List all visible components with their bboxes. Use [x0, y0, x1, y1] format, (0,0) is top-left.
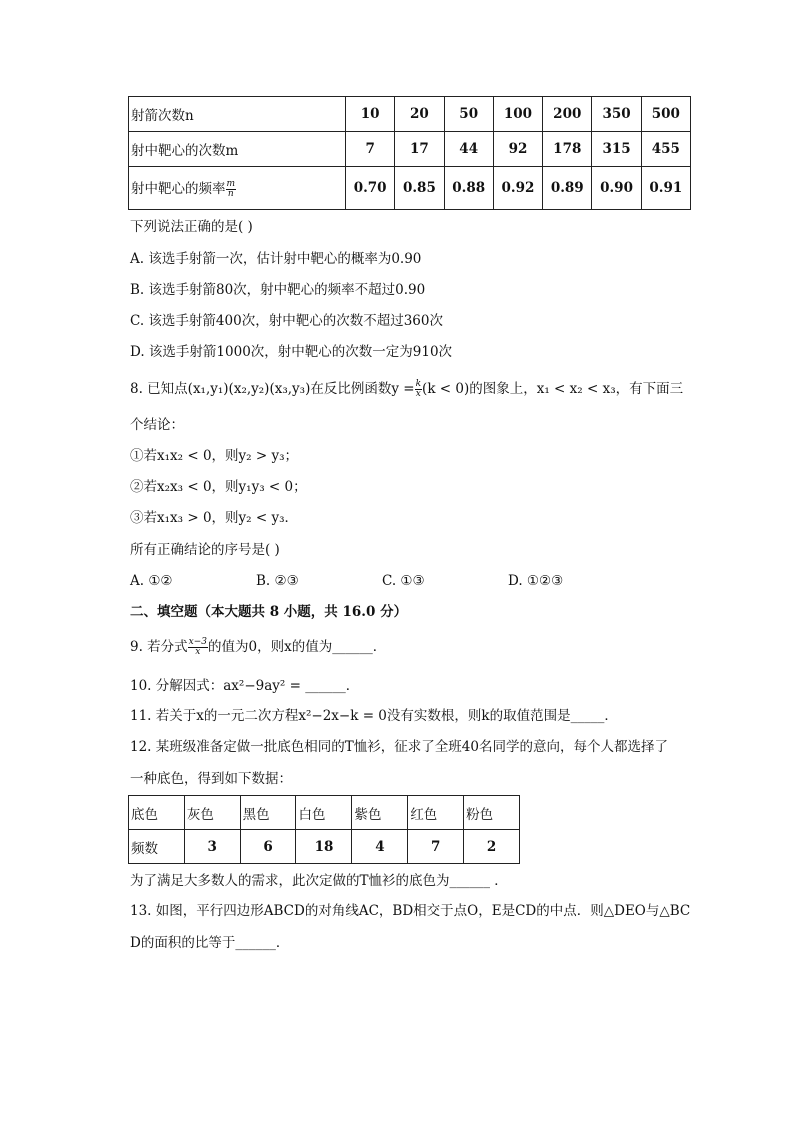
table-cell: 4 — [352, 830, 408, 864]
q7-option-a: A. 该选手射箭一次，估计射中靶心的概率为0.90 — [130, 251, 422, 267]
q12-line1: 12. 某班级准备定做一批底色相同的T恤衫，征求了全班40名同学的意向，每个人都选择了 — [130, 739, 668, 755]
q7-option-d: D. 该选手射箭1000次，射中靶心的次数一定为910次 — [130, 344, 453, 360]
table-cell: 0.88 — [444, 167, 493, 210]
fraction-numerator: x−3 — [188, 637, 208, 647]
table-cell: 0.91 — [641, 167, 690, 210]
table-header: 白色 — [296, 796, 352, 830]
table-cell: 350 — [592, 97, 641, 132]
q8-option-a: A. ①② — [130, 573, 173, 589]
q13-line1: 13. 如图，平行四边形ABCD的对角线AC，BD相交于点O，E是CD的中点．则△DEO与△BC — [130, 903, 691, 919]
table-cell: 500 — [641, 97, 690, 132]
table-header: 黑色 — [240, 796, 296, 830]
table-cell: 17 — [395, 132, 444, 167]
q8-conclusion-3: ③若x₁x₃ > 0，则y₂ < y₃． — [130, 510, 299, 526]
table-cell: 3 — [184, 830, 240, 864]
q9-text-a: 9. 若分式 — [130, 639, 188, 655]
q7-stem: 下列说法正确的是( ) — [130, 219, 253, 235]
fraction-numerator: m — [226, 179, 236, 189]
table-cell: 0.90 — [592, 167, 641, 210]
q8-line2: 个结论： — [130, 417, 184, 433]
q10: 10. 分解因式：ax²−9ay² = ______． — [130, 678, 360, 694]
archery-table — [128, 96, 691, 210]
fraction-denominator: n — [227, 189, 234, 199]
row-label: 射箭次数n — [129, 97, 346, 132]
table-row — [129, 830, 520, 864]
q12-after: 为了满足大多数人的需求，此次定做的T恤衫的底色为______ ． — [130, 873, 508, 889]
table-cell: 7 — [346, 132, 395, 167]
table-row — [129, 167, 691, 210]
q8-text-b: (k < 0)的图象上，x₁ < x₂ < x₃，有下面三 — [422, 381, 684, 397]
table-cell: 200 — [543, 97, 592, 132]
table-cell: 0.85 — [395, 167, 444, 210]
table-row — [129, 97, 691, 132]
row-label: 射中靶心的次数m — [129, 132, 346, 167]
table-header: 灰色 — [184, 796, 240, 830]
table-cell: 20 — [395, 97, 444, 132]
table-cell: 44 — [444, 132, 493, 167]
table-cell: 315 — [592, 132, 641, 167]
row-label-text: 射中靶心的频率 — [131, 181, 226, 197]
table-cell: 7 — [408, 830, 464, 864]
table-cell: 0.89 — [543, 167, 592, 210]
fraction — [226, 180, 237, 199]
row-label — [129, 167, 346, 210]
table-cell: 92 — [493, 132, 542, 167]
table-header: 底色 — [129, 796, 185, 830]
table-cell: 10 — [346, 97, 395, 132]
row-label: 频数 — [129, 830, 185, 864]
table-cell: 100 — [493, 97, 542, 132]
table-row — [129, 796, 520, 830]
q8-conclusion-2: ②若x₂x₃ < 0，则y₁y₃ < 0； — [130, 479, 307, 495]
q8-text-a: 8. 已知点(x₁,y₁)(x₂,y₂)(x₃,y₃)在反比例函数y = — [130, 381, 415, 397]
table-row — [129, 132, 691, 167]
q8-option-c: C. ①③ — [382, 573, 425, 589]
q8-conclusion-1: ①若x₁x₂ < 0，则y₂ > y₃； — [130, 448, 299, 464]
table-cell: 18 — [296, 830, 352, 864]
table-header: 紫色 — [352, 796, 408, 830]
table-cell: 178 — [543, 132, 592, 167]
table-cell: 0.70 — [346, 167, 395, 210]
table-cell: 455 — [641, 132, 690, 167]
table-cell: 6 — [240, 830, 296, 864]
q7-option-b: B. 该选手射箭80次，射中靶心的频率不超过0.90 — [130, 282, 426, 298]
q8-options — [130, 572, 563, 590]
q13-line2: D的面积的比等于______． — [130, 935, 290, 951]
color-table — [128, 795, 520, 864]
q8-option-d: D. ①②③ — [508, 573, 564, 589]
q8-stem: 所有正确结论的序号是( ) — [130, 542, 280, 558]
q8-line1 — [130, 380, 683, 399]
fraction-denominator: x — [415, 389, 421, 399]
fraction-denominator: x — [195, 647, 201, 657]
fraction — [415, 380, 422, 399]
table-header: 红色 — [408, 796, 464, 830]
table-cell: 0.92 — [493, 167, 542, 210]
q8-option-b: B. ②③ — [256, 573, 299, 589]
q12-line2: 一种底色，得到如下数据： — [130, 771, 292, 787]
table-cell: 2 — [464, 830, 520, 864]
q7-option-c: C. 该选手射箭400次，射中靶心的次数不超过360次 — [130, 313, 443, 329]
fraction — [188, 638, 208, 657]
q11: 11. 若关于x的一元二次方程x²−2x−k = 0没有实数根，则k的取值范围是_____． — [130, 708, 618, 724]
fraction-numerator: k — [415, 379, 422, 389]
q9 — [130, 638, 386, 657]
table-header: 粉色 — [464, 796, 520, 830]
table-cell: 50 — [444, 97, 493, 132]
section-title: 二、填空题（本大题共 8 小题，共 16.0 分） — [130, 604, 408, 620]
q9-text-b: 的值为0，则x的值为______． — [208, 639, 387, 655]
